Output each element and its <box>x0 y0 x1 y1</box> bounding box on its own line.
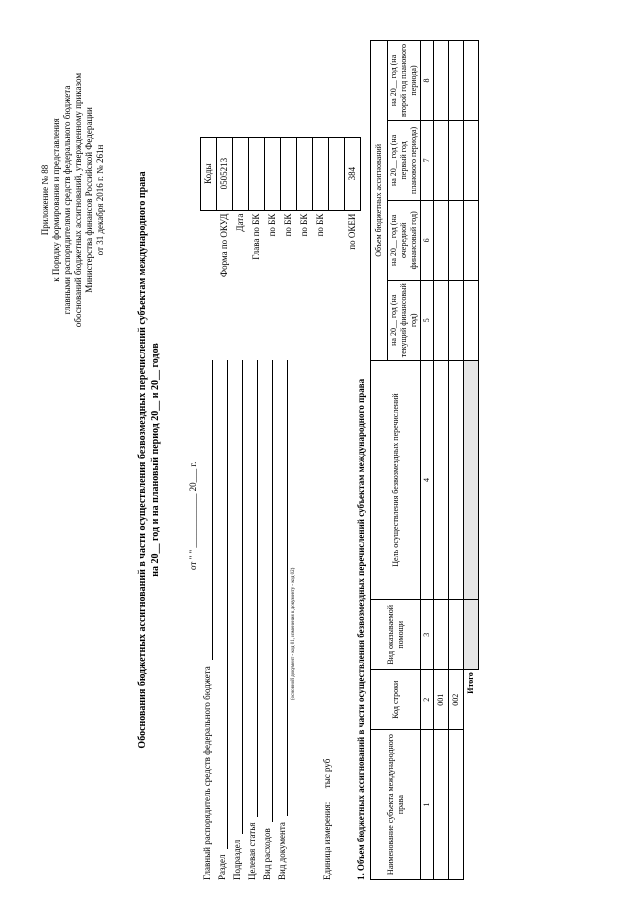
title-line-2: на 20__ год и на плановый период 20__ и 20__ годов <box>150 343 161 577</box>
code-value <box>249 137 265 210</box>
total-cell[interactable] <box>464 41 479 121</box>
table-cell[interactable] <box>449 730 464 880</box>
form-field-label: Целевая статья <box>247 822 257 880</box>
col-number: 1 <box>421 730 434 880</box>
table-cell <box>464 600 479 670</box>
column-numbers-row <box>421 41 434 880</box>
budget-table <box>370 40 479 880</box>
form-field-label: Подраздел <box>232 839 242 880</box>
rotated-form <box>40 40 620 880</box>
col-number: 7 <box>421 120 434 200</box>
form-field-row <box>200 360 215 880</box>
col-header-kind: Вид оказываемой помощи <box>371 600 421 670</box>
code-label: по БК <box>299 213 309 237</box>
col-header-year-plan1: на 20__ год (на первый год планового периода) <box>388 120 421 200</box>
table-cell[interactable] <box>434 120 449 200</box>
table-cell[interactable] <box>434 600 449 670</box>
table-cell <box>464 360 479 600</box>
form-field-row <box>215 360 230 880</box>
form-field-line[interactable] <box>230 360 243 834</box>
table-cell[interactable] <box>434 730 449 880</box>
form-field-line[interactable] <box>215 360 228 849</box>
table-cell[interactable] <box>434 41 449 121</box>
form-field-label: Раздел <box>217 854 227 880</box>
codes-header: Коды <box>201 137 217 210</box>
section-title: 1. Объем бюджетных ассигнований в части осуществления безвозмездных перечислений субъектам международного права <box>356 378 366 880</box>
code-label: Дата <box>235 213 245 232</box>
table-row <box>449 41 464 880</box>
code-value: 0505213 <box>217 137 233 210</box>
appendix-line: Приложение № 88 <box>40 164 50 236</box>
col-number: 5 <box>421 280 434 360</box>
appendix-line: главными распорядителями средств федерального бюджета <box>62 85 72 315</box>
date-line: от " " ____________ 20___ г. <box>188 461 198 570</box>
col-number: 4 <box>421 360 434 600</box>
unit-value: тыс руб <box>322 758 332 789</box>
code-value <box>281 137 297 210</box>
table-cell[interactable] <box>449 41 464 121</box>
code-label: по БК <box>315 213 325 237</box>
table-cell[interactable] <box>449 120 464 200</box>
col-number: 6 <box>421 200 434 280</box>
col-number: 8 <box>421 41 434 121</box>
col-header-name: Наименование субъекта международного права <box>371 730 421 880</box>
form-field-line[interactable] <box>275 360 288 816</box>
document-title <box>136 40 162 880</box>
code-label <box>329 210 345 280</box>
code-value <box>265 137 281 210</box>
col-header-year-plan2: на 20__ год (на второй год планового периода) <box>388 41 421 121</box>
form-field-label: Главный распорядитель средств федерального бюджета <box>202 666 212 880</box>
appendix-header <box>40 40 106 360</box>
table-cell[interactable] <box>449 360 464 600</box>
code-value <box>233 137 249 210</box>
total-label: Итого <box>464 670 479 880</box>
unit-of-measure <box>322 759 332 880</box>
form-field-line[interactable] <box>200 360 213 660</box>
form-field-label: Вид расходов <box>262 828 272 880</box>
table-cell[interactable] <box>434 200 449 280</box>
col-header-year-next: на 20__ год (на очередной финансовый год) <box>388 200 421 280</box>
total-cell[interactable] <box>464 280 479 360</box>
total-row <box>464 41 479 880</box>
table-row <box>434 41 449 880</box>
appendix-line: к Порядку формирования и представления <box>51 118 61 282</box>
col-number: 2 <box>421 670 434 730</box>
table-cell[interactable] <box>449 280 464 360</box>
col-header-goal: Цель осуществления безвозмездных перечислений <box>371 360 421 600</box>
total-cell[interactable] <box>464 200 479 280</box>
form-field-line[interactable] <box>245 360 258 817</box>
code-value <box>313 137 329 210</box>
row-code: 002 <box>449 670 464 730</box>
table-cell[interactable] <box>434 280 449 360</box>
form-field-row <box>230 360 245 880</box>
appendix-line: от 31 декабря 2016 г. № 261н <box>95 144 105 256</box>
code-label: по БК <box>267 213 277 237</box>
col-number: 3 <box>421 600 434 670</box>
code-value <box>329 137 345 210</box>
title-line-1: Обоснования бюджетных ассигнований в части осуществления безвозмездных перечислений субъектам международного права <box>137 171 148 749</box>
col-header-code: Код строки <box>371 670 421 730</box>
form-field-label: Вид документа <box>277 822 287 880</box>
table-cell[interactable] <box>449 600 464 670</box>
form-fields <box>200 360 297 880</box>
code-label: Глава по БК <box>251 213 261 260</box>
code-label: по БК <box>283 213 293 237</box>
document-type-note: (основной документ - код 01, изменения к документу - код 02) <box>291 567 296 700</box>
table-cell[interactable] <box>449 200 464 280</box>
appendix-line: Министерства финансов Российской Федерации <box>84 107 94 293</box>
form-field-line[interactable] <box>260 360 273 822</box>
col-header-volume: Объем бюджетных ассигнований <box>371 41 388 361</box>
appendix-line: обоснований бюджетных ассигнований, утвержденному приказом <box>73 72 83 328</box>
col-header-year-current: на 20__ год (на текущий финансовый год) <box>388 280 421 360</box>
form-field-row <box>275 360 290 880</box>
code-label: по ОКЕИ <box>347 213 357 250</box>
code-value: 384 <box>345 137 361 210</box>
form-field-row <box>260 360 275 880</box>
code-value <box>297 137 313 210</box>
total-cell[interactable] <box>464 120 479 200</box>
table-cell[interactable] <box>434 360 449 600</box>
code-label: Форма по ОКУД <box>219 213 229 277</box>
form-field-row <box>245 360 260 880</box>
codes-table <box>200 137 361 280</box>
unit-label: Единица измерения: <box>322 801 332 880</box>
row-code: 001 <box>434 670 449 730</box>
